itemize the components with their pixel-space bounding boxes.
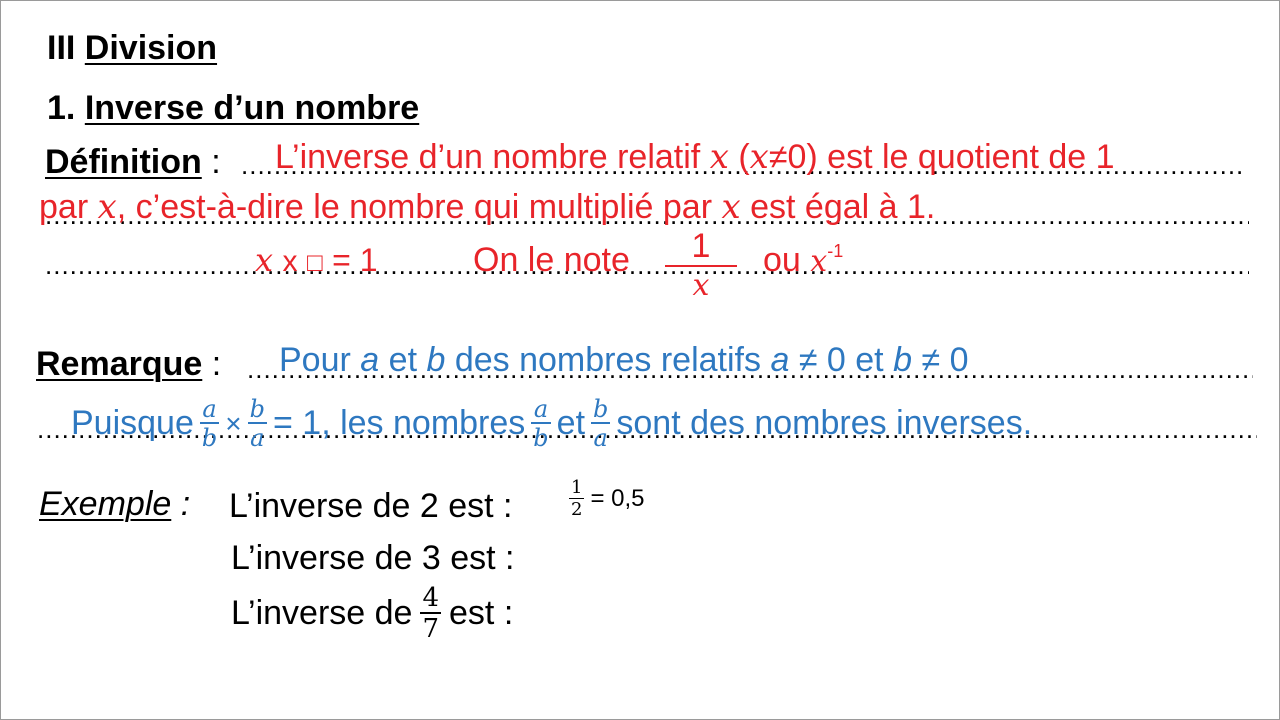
variable-x: x: [810, 244, 828, 279]
times-sign: ×: [225, 407, 242, 439]
subsection-heading: [47, 89, 419, 128]
fraction-b-over-a: [591, 397, 610, 450]
dotted-line: [45, 271, 1249, 277]
section-title: Division: [84, 29, 218, 67]
definition-label-text: Définition: [45, 143, 202, 181]
remark-text: Puisque: [71, 404, 194, 442]
notation-alt: [763, 241, 843, 280]
fraction-a-over-b: [200, 397, 219, 450]
example-text: L’inverse de 2 est :: [229, 487, 513, 525]
section-number: III: [47, 29, 76, 67]
remark-text: ≠ 0: [921, 341, 969, 379]
fraction-denominator: a: [250, 424, 265, 452]
definition-text: , c’est-à-dire le nombre qui multiplié par: [116, 188, 713, 226]
fraction-b-over-a: [248, 397, 267, 450]
fraction-denominator: b: [533, 424, 549, 452]
remark-text: et: [556, 404, 586, 442]
remark-text: = 1, les nombres: [272, 404, 526, 442]
fraction-denominator: x: [692, 268, 710, 303]
section-heading: [47, 29, 217, 68]
remark-label: [36, 345, 221, 384]
example-colon: :: [180, 485, 191, 523]
fraction-numerator: 1: [571, 477, 583, 498]
subsection-title: Inverse d’un nombre: [84, 89, 420, 127]
definition-label: [45, 143, 221, 182]
fraction-numerator: a: [200, 397, 219, 424]
fraction-numerator: b: [249, 395, 265, 423]
fraction-numerator: 4: [422, 583, 440, 613]
ou-text: ou: [763, 241, 801, 279]
fraction-denominator: a: [593, 424, 608, 452]
remark-text: ≠ 0 et: [798, 341, 884, 379]
variable-a: a: [360, 341, 380, 379]
definition-text: par: [39, 188, 89, 226]
example-text: L’inverse de: [231, 594, 413, 632]
fraction-numerator: a: [531, 397, 550, 424]
definition-equation: x x □ = 1: [255, 241, 378, 279]
definition-text: L’inverse d’un nombre relatif: [275, 138, 701, 176]
variable-x: x: [255, 241, 274, 279]
definition-text: est égal à 1.: [750, 188, 936, 226]
definition-line-1: [275, 137, 1115, 177]
exponent: -1: [827, 241, 844, 261]
fraction-denominator: 7: [422, 614, 440, 644]
variable-b: b: [893, 341, 913, 379]
answer-value: = 0,5: [590, 485, 645, 512]
fraction-a-over-b: [531, 397, 550, 450]
fraction-numerator: b: [593, 395, 609, 423]
paren: (: [738, 138, 750, 176]
example-row-1-answer: [569, 479, 645, 519]
remark-label-text: Remarque: [36, 345, 203, 383]
remark-text: et: [388, 341, 418, 379]
example-row-3: [231, 585, 513, 642]
fraction-one-half: [569, 479, 584, 519]
remark-text: Pour: [279, 341, 351, 379]
variable-x: x: [721, 187, 741, 227]
fraction-denominator: 2: [571, 499, 583, 520]
remark-colon: :: [211, 345, 222, 383]
remark-text: des nombres relatifs: [454, 341, 761, 379]
example-row-2: [231, 539, 515, 578]
example-row-1: [229, 487, 513, 526]
notation-text: [473, 241, 630, 280]
variable-x: x: [709, 137, 729, 177]
variable-x: x: [97, 187, 117, 227]
remark-line-2: [71, 397, 1032, 450]
definition-line-2: [39, 187, 935, 227]
remark-line-1: [279, 341, 968, 380]
fraction-numerator: 1: [665, 229, 737, 267]
inverse-fraction: [665, 229, 737, 301]
variable-a: a: [770, 341, 790, 379]
definition-colon: :: [211, 143, 221, 181]
example-label-text: Exemple: [39, 485, 172, 523]
remark-text: sont des nombres inverses.: [616, 404, 1033, 442]
example-label: [39, 485, 190, 524]
variable-b: b: [426, 341, 446, 379]
example-text: L’inverse de 3 est :: [231, 539, 515, 577]
note-label: On le note: [473, 241, 630, 279]
example-text: est :: [449, 594, 514, 632]
subsection-number: 1.: [47, 89, 76, 127]
definition-text: ≠0) est le quotient de 1: [768, 138, 1115, 176]
fraction-four-sevenths: [420, 585, 441, 642]
variable-x: x: [749, 137, 769, 177]
fraction-denominator: b: [201, 424, 218, 452]
